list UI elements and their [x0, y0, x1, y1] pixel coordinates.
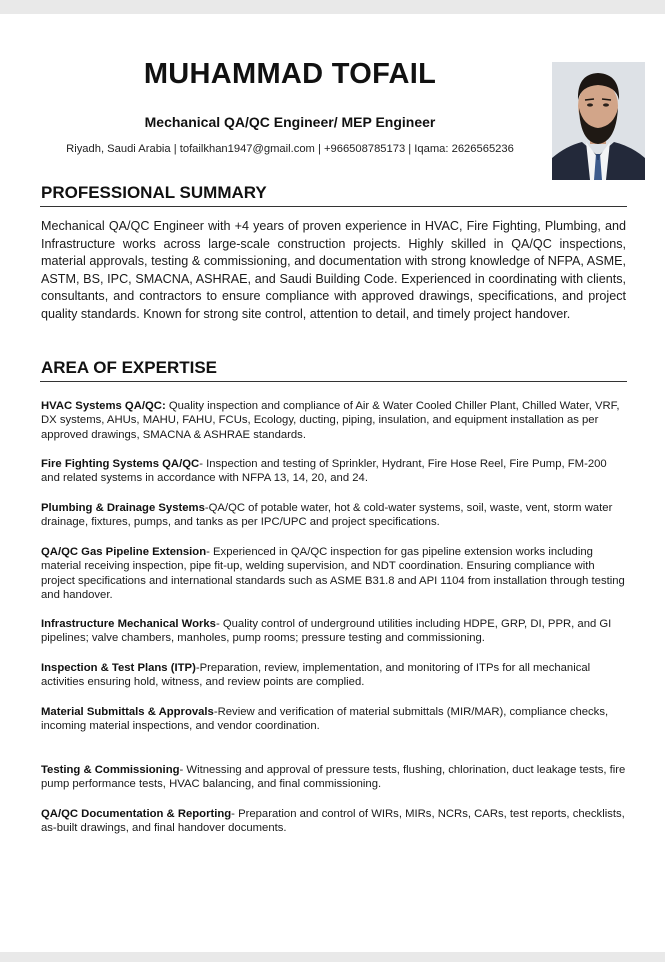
expertise-item-title: QA/QC Gas Pipeline Extension: [41, 546, 207, 558]
expertise-item-text: - Preparation and control of WIRs, MIRs, NCRs, CARs, test reports, checklists, as-built drawings, and final handover documents.: [41, 808, 625, 835]
expertise-item-text: -Review and verification of material submittals (MIR/MAR), compliance checks, incoming material inspections, and vendor coordination.: [41, 706, 609, 733]
expertise-item-title: Fire Fighting Systems QA/QC: [41, 458, 200, 470]
expertise-item: [41, 705, 626, 734]
expertise-divider: [40, 381, 627, 382]
expertise-item: [41, 399, 626, 442]
profile-photo: [552, 62, 645, 180]
expertise-item: [41, 661, 626, 690]
page-gap: [0, 952, 665, 962]
expertise-item: [41, 617, 626, 646]
summary-divider: [40, 206, 627, 207]
expertise-item-text: - Experienced in QA/QC inspection for gas pipeline extension works including material receiving inspection, pipe fit-up, welding supervision, and NDT coordination. Ensuring compliance with project specifications and international standards such as ASME B31.8 and API 1104 from installation through testing and handover.: [41, 546, 625, 602]
expertise-item-text: - Inspection and testing of Sprinkler, Hydrant, Fire Hose Reel, Fire Pump, FM-200 and related systems in accordance with NFPA 13, 14, 20, and 24.: [41, 458, 607, 485]
expertise-item-title: Infrastructure Mechanical Works: [41, 618, 216, 630]
summary-heading: PROFESSIONAL SUMMARY: [41, 183, 267, 202]
expertise-heading: AREA OF EXPERTISE: [41, 358, 218, 377]
expertise-item-title: QA/QC Documentation & Reporting: [41, 808, 232, 820]
expertise-item: [41, 457, 626, 486]
contact-line: Riyadh, Saudi Arabia | tofailkhan1947@gmail.com | +966508785173 | Iqama: 2626565236: [66, 143, 514, 155]
expertise-item-title: Inspection & Test Plans (ITP): [41, 662, 196, 674]
expertise-item-title: Plumbing & Drainage Systems: [41, 502, 205, 514]
expertise-item: [41, 501, 626, 530]
job-title: Mechanical QA/QC Engineer/ MEP Engineer: [144, 114, 436, 130]
expertise-item: [41, 807, 626, 836]
expertise-item-text: -Preparation, review, implementation, and monitoring of ITPs for all mechanical activities ensuring hold, witness, and review points are complied.: [41, 662, 591, 689]
resume-page: [0, 14, 665, 952]
summary-text: Mechanical QA/QC Engineer with +4 years of proven experience in HVAC, Fire Fighting, Plumbing, and Infrastructure works across large-scale construction projects. Highly skilled in QA/QC inspections, material approvals, testing & commissioning, and documentation with strong knowledge of NFPA, ASME, ASTM, BS, IPC, SMACNA, ASHRAE, and Saudi Building Code. Experienced in coordinating with clients, consultants, and contractors to ensure compliance with approved drawings, specifications, and project quality standards. Known for strong site control, attention to detail, and timely project handover.: [41, 219, 626, 321]
expertise-item-text: -QA/QC of potable water, hot & cold-water systems, soil, waste, vent, storm water drainage, fixtures, pumps, and tanks as per IPC/UPC and project specifications.: [41, 502, 613, 529]
expertise-item-text: - Witnessing and approval of pressure tests, flushing, chlorination, duct leakage tests, fire pump performance tests, HVAC balancing, and final commissioning.: [41, 764, 626, 791]
expertise-item-title: Material Submittals & Approvals: [41, 706, 214, 718]
expertise-item-text: - Quality control of underground utilities including HDPE, GRP, DI, PPR, and GI pipelines; valve chambers, manholes, pump rooms; pressure testing and commissioning.: [41, 618, 612, 645]
expertise-item: [41, 545, 626, 603]
expertise-item-title: HVAC Systems QA/QC:: [41, 400, 166, 412]
expertise-item-title: Testing & Commissioning: [41, 764, 180, 776]
candidate-name: MUHAMMAD TOFAIL: [143, 58, 437, 90]
expertise-item: [41, 763, 626, 792]
expertise-item-text: Quality inspection and compliance of Air & Water Cooled Chiller Plant, Chilled Water, VRF, DX systems, AHUs, MAHU, FAHU, FCUs, Ecology, ducting, piping, insulation, and equipment installation as per approved drawings, SMACNA & ASHRAE standards.: [41, 400, 620, 441]
